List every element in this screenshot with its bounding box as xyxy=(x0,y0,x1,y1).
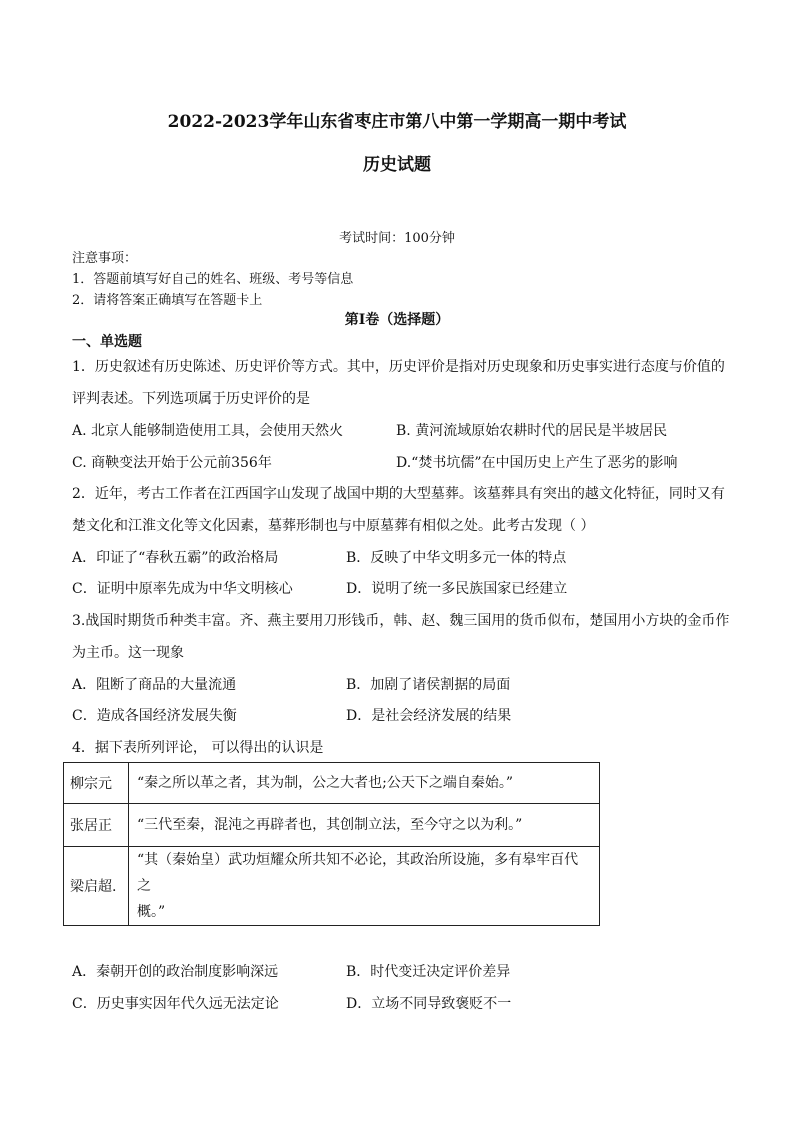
commenter-name: 柳宗元 xyxy=(64,763,129,804)
section-title: 第I卷（选择题） xyxy=(344,312,450,328)
table-row xyxy=(64,804,600,847)
comment-quote xyxy=(129,804,600,847)
option-c: C. 商鞅变法开始于公元前356年 xyxy=(72,455,272,471)
option-d: D．说明了统一多民族国家已经建立 xyxy=(346,581,568,597)
option-d: D.“焚书坑儒”在中国历史上产生了恶劣的影响 xyxy=(396,455,678,471)
option-c: C．造成各国经济发展失衡 xyxy=(72,708,237,724)
question-stem: 楚文化和江淮文化等文化因素，墓葬形制也与中原墓葬有相似之处。此考古发现（ ） xyxy=(72,518,595,534)
comments-table xyxy=(63,762,600,926)
notice-item: 2．请将答案正确填写在答题卡上 xyxy=(72,293,263,308)
option-c: C．证明中原率先成为中华文明核心 xyxy=(72,581,293,597)
question-stem: 4．据下表所列评论， 可以得出的认识是 xyxy=(72,740,324,756)
question-stem: 3.战国时期货币种类丰富。齐、燕主要用刀形钱币，韩、赵、魏三国用的货币似布，楚国用小方块的金币作 xyxy=(72,613,730,629)
question-stem: 2．近年，考古工作者在江西国字山发现了战国中期的大型墓葬。该墓葬具有突出的越文化特征，同时又有 xyxy=(72,486,725,502)
exam-subtitle: 历史试题 xyxy=(363,155,431,175)
exam-time: 考试时间：100分钟 xyxy=(339,231,455,246)
option-a: A．阻断了商品的大量流通 xyxy=(72,677,237,693)
quote-line: “其（秦始皇）武功烜耀众所共知不必论，其政治所设施，多有皋牢百代之 xyxy=(137,852,579,894)
option-b: B．时代变迁决定评价差异 xyxy=(346,964,511,980)
table-row xyxy=(64,763,600,804)
option-c: C．历史事实因年代久远无法定论 xyxy=(72,996,279,1012)
part-heading: 一、单选题 xyxy=(72,334,142,350)
notice-heading: 注意事项： xyxy=(72,251,138,266)
question-stem: 评判表述。下列选项属于历史评价的是 xyxy=(72,391,310,407)
question-stem: 1．历史叙述有历史陈述、历史评价等方式。其中，历史评价是指对历史现象和历史事实进行态度与价值的 xyxy=(72,359,725,375)
comment-quote xyxy=(129,847,600,926)
quote-line: “三代至秦，混沌之再辟者也，其创制立法，至今守之以为利。” xyxy=(137,817,523,833)
commenter-name: 梁启超. xyxy=(64,847,129,926)
option-a: A．秦朝开创的政治制度影响深远 xyxy=(72,964,279,980)
option-d: D．是社会经济发展的结果 xyxy=(346,708,512,724)
comment-quote xyxy=(129,763,600,804)
question-stem: 为主币。这一现象 xyxy=(72,645,184,661)
option-d: D．立场不同导致褒贬不一 xyxy=(346,996,512,1012)
option-a: A．印证了“春秋五霸”的政治格局 xyxy=(72,550,279,566)
option-b: B．反映了中华文明多元一体的特点 xyxy=(346,550,567,566)
exam-title: 2022-2023学年山东省枣庄市第八中第一学期高一期中考试 xyxy=(167,112,627,132)
option-a: A. 北京人能够制造使用工具，会使用天然火 xyxy=(72,423,344,439)
quote-line: 概。” xyxy=(137,904,166,920)
option-b: B．加剧了诸侯割据的局面 xyxy=(346,677,511,693)
table-row xyxy=(64,847,600,926)
notice-item: 1．答题前填写好自己的姓名、班级、考号等信息 xyxy=(72,272,354,287)
quote-line: “秦之所以革之者，其为制，公之大者也;公天下之端自秦始。” xyxy=(137,775,514,791)
option-b: B. 黄河流域原始农耕时代的居民是半坡居民 xyxy=(396,423,668,439)
commenter-name: 张居正 xyxy=(64,804,129,847)
